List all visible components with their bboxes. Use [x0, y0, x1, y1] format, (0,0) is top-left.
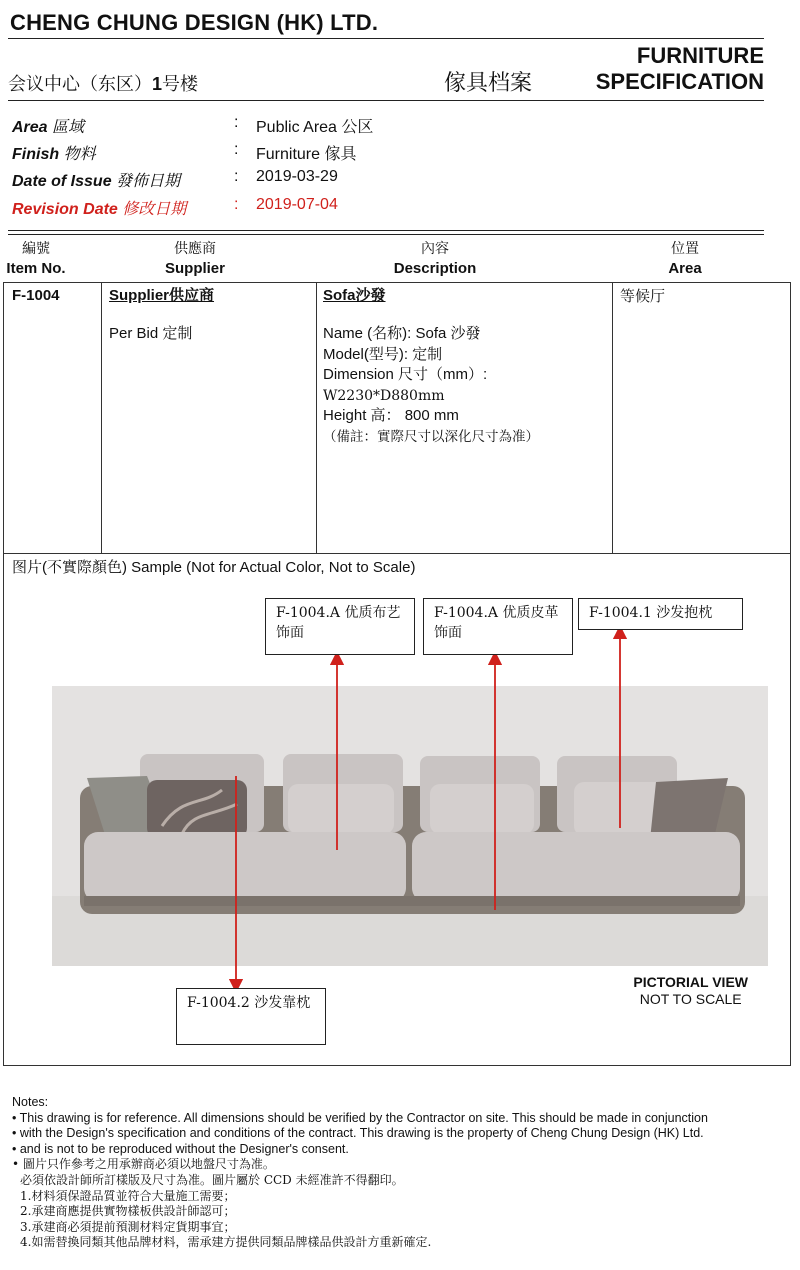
- pillow-light-2: [288, 784, 394, 834]
- item-number: F-1004: [12, 287, 60, 304]
- area-label: Area 區域: [12, 117, 85, 136]
- callout-leather-finish: F-1004.A 优质皮革饰面: [423, 598, 573, 655]
- callout-throw-pillow: F-1004.1 沙发抱枕: [578, 598, 743, 630]
- pillow-floral: [147, 780, 247, 838]
- supplier-title: Supplier供应商: [109, 287, 215, 304]
- sofa-base: [84, 896, 740, 906]
- company-name: CHENG CHUNG DESIGN (HK) LTD.: [10, 10, 379, 35]
- desc-dimension: Dimension 尺寸（mm）:: [323, 366, 488, 383]
- note-bullet-1: • This drawing is for reference. All dimensions should be verified by the Contractor on site. This should be made in conjunction: [12, 1110, 708, 1125]
- revision-colon: :: [234, 196, 239, 213]
- note-line-3: 2.承建商應提供實物樣板供設計師認可；: [20, 1204, 236, 1219]
- desc-size: W2230*D880mm: [323, 387, 445, 404]
- project-number: 1: [152, 74, 163, 94]
- finish-label: Finish 物料: [12, 144, 96, 163]
- seat-right: [412, 832, 740, 902]
- header-description: 內容 Description: [393, 241, 477, 277]
- description-lines: [323, 324, 539, 447]
- category-title-cn: 傢具档案: [444, 71, 533, 96]
- finish-value: Furniture 傢具: [256, 146, 357, 163]
- area-location: 等候厅: [620, 287, 666, 305]
- note-line-1: 必須依設計師所訂樣版及尺寸為准。圖片屬於 CCD 未經准許不得翻印。: [20, 1172, 404, 1187]
- desc-model: Model(型号): 定制: [323, 345, 443, 363]
- description-title: Sofa沙發: [323, 287, 386, 304]
- spec-title: [596, 43, 764, 95]
- header-supplier: 供應商 Supplier: [164, 241, 225, 277]
- note-bullet-4: • 圖片只作參考之用承辦商必須以地盤尺寸為准。: [12, 1157, 275, 1172]
- note-line-2: 1.材料須保證品質並符合大量施工需要；: [20, 1188, 236, 1203]
- desc-height: Height 高： 800 mm: [323, 407, 459, 424]
- pillow-light-3: [430, 784, 534, 834]
- note-line-5: 4.如需替換同類其他品牌材料，需承建方提供同類品牌樣品供設計方重新確定.: [20, 1235, 432, 1250]
- col-divider-2: [316, 283, 317, 553]
- issue-value: 2019-03-29: [256, 168, 338, 185]
- seat-left: [84, 832, 406, 902]
- finish-colon: :: [234, 141, 239, 158]
- callout-fabric-finish: F-1004.A 优质布艺饰面: [265, 598, 415, 655]
- desc-remark: （備註：實際尺寸以深化尺寸為准）: [323, 428, 539, 445]
- revision-value: 2019-07-04: [256, 196, 338, 213]
- note-bullet-2: • with the Design's specification and conditions of the contract. This drawing is the property of Cheng Chung Design (HK) Ltd.: [12, 1126, 704, 1141]
- area-colon: :: [234, 114, 239, 131]
- header-item-no: 編號 Item No.: [6, 241, 66, 277]
- header-rule-top: [8, 38, 764, 39]
- notes-section: [12, 1095, 792, 1251]
- project-prefix: 会议中心（东区）: [8, 74, 152, 95]
- note-bullet-3: • and is not to be reproduced without the Designer's consent.: [12, 1141, 349, 1156]
- supplier-value: Per Bid 定制: [109, 325, 193, 342]
- col-divider-3: [612, 283, 613, 553]
- project-suffix: 号楼: [162, 74, 199, 95]
- project-title: [8, 70, 198, 96]
- spec-title-line2: SPECIFICATION: [595, 69, 764, 94]
- col-divider-1: [101, 283, 102, 553]
- issue-label: Date of Issue 發佈日期: [12, 171, 181, 190]
- revision-label: Revision Date 修改日期: [12, 199, 187, 218]
- sample-caption: 图片(不實際顏色) Sample (Not for Actual Color, Not to Scale): [12, 559, 416, 576]
- note-line-4: 3.承建商必須提前預測材料定貨期事宜；: [20, 1219, 236, 1234]
- spec-title-line1: FURNITURE: [636, 43, 764, 68]
- callout-back-cushion: F-1004.2 沙发靠枕: [176, 988, 326, 1045]
- area-value: Public Area 公区: [256, 119, 374, 136]
- table-rule-top2: [8, 234, 764, 235]
- table-rule-top: [8, 230, 764, 231]
- pictorial-view-label: PICTORIAL VIEW NOT TO SCALE: [633, 974, 748, 1007]
- header-area: 位置 Area: [668, 241, 702, 277]
- issue-colon: :: [234, 168, 239, 185]
- header-rule-bottom: [8, 100, 764, 101]
- desc-name: Name (名称): Sofa 沙發: [323, 325, 481, 342]
- sofa-image: [52, 686, 768, 966]
- notes-title: Notes:: [12, 1095, 49, 1109]
